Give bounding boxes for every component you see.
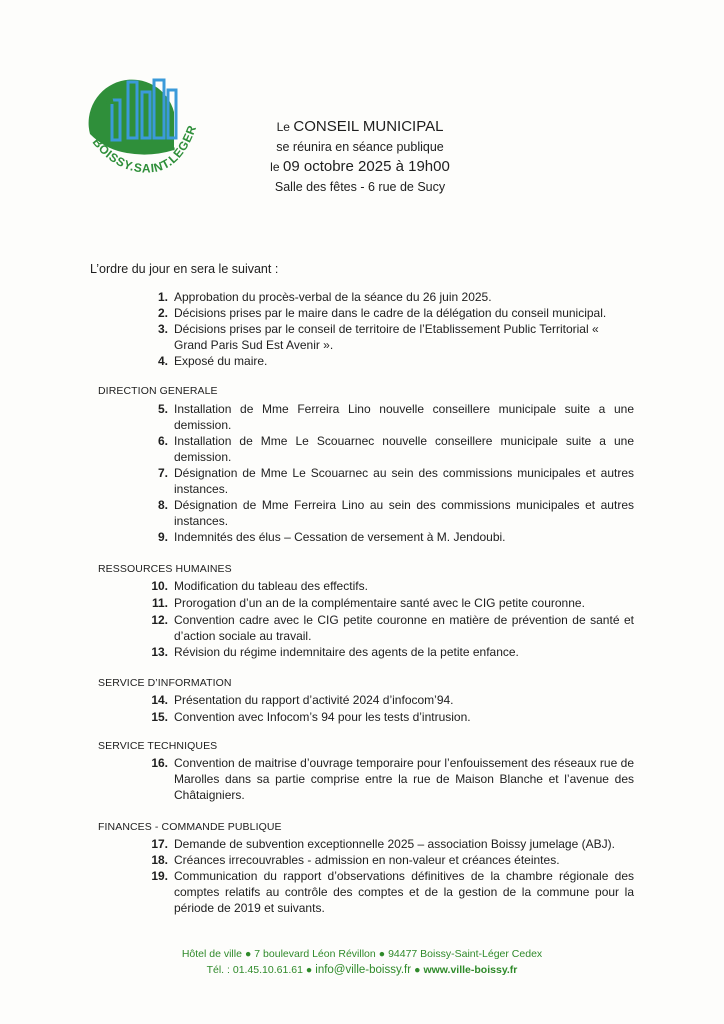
agenda-item-15 [151,709,634,725]
item-text: Décisions prises par le conseil de territoire de l’Etablissement Public Territorial « Grand Paris Sud Est Avenir ». [174,322,599,352]
item-text: Révision du régime indemnitaire des agents de la petite enfance. [174,645,519,659]
item-text: Installation de Mme Le Scouarnec nouvelle conseillere municipale suite a une demission. [174,434,634,464]
footer-website-link[interactable]: www.ville-boissy.fr [423,964,518,976]
item-text: Convention cadre avec le CIG petite couronne en matière de prévention de santé et d’action sociale au travail. [174,613,634,643]
agenda-item-9 [157,529,634,545]
footer-phone: Tél. : 01.45.10.61.61 [206,964,303,976]
item-number: 7. [157,466,168,480]
agenda-item-18 [151,852,634,868]
item-text: Modification du tableau des effectifs. [174,579,368,593]
item-text: Créances irrecouvrables - admission en non-valeur et créances éteintes. [174,853,560,867]
item-text: Désignation de Mme Le Scouarnec au sein des commissions municipales et autres instances. [174,466,634,496]
bullet-icon: ● [305,964,313,976]
agenda-item-14 [151,692,634,708]
item-number: 5. [157,402,168,416]
agenda-item-12 [151,612,634,644]
bullet-icon: ● [414,964,421,976]
agenda-item-16 [151,755,634,803]
header-title: CONSEIL MUNICIPAL [293,118,444,135]
item-number: 16. [151,756,168,770]
item-text: Convention avec Infocom’s 94 pour les tests d’intrusion. [174,710,471,724]
header-line-1 [230,117,490,137]
meeting-location: Salle des fêtes - 6 rue de Sucy [274,180,446,194]
header-date-prefix: le [270,160,280,174]
item-text: Communication du rapport d’observations définitives de la chambre régionale des comptes relatifs au contrôle des comptes et de la gestion de la commune pour la période de 2019 et suivants. [174,869,634,915]
header-prefix: Le [276,120,290,134]
agenda-item-11 [151,595,634,611]
agenda-item-1 [157,289,634,305]
footer-contact [0,964,724,976]
item-number: 15. [151,710,168,724]
agenda-item-5 [157,401,634,433]
item-number: 2. [157,306,168,320]
item-text: Approbation du procès-verbal de la séance du 26 juin 2025. [174,290,492,304]
agenda-item-3 [157,321,634,353]
bullet-icon: ● [244,948,252,960]
footer-address [0,948,724,960]
section-finances-commande-publique: FINANCES - COMMANDE PUBLIQUE [98,821,282,833]
agenda-item-17 [151,836,634,852]
logo-text: BOISSY.SAINT.LÉGER [89,123,200,176]
item-number: 11. [151,596,168,610]
header-line-2: se réunira en séance publique [276,140,444,154]
item-text: Convention de maitrise d’ouvrage temporaire pour l’enfouissement des réseaux rue de Marolles dans sa partie comprise entre la rue de Maison Blanche et l’avenue des Châtaigniers. [174,756,634,802]
item-number: 9. [157,530,168,544]
agenda-item-13 [151,644,634,660]
item-number: 4. [157,354,168,368]
meeting-date: 09 octobre 2025 à 19h00 [283,158,450,175]
agenda-item-19 [151,868,634,916]
agenda-item-2 [157,305,634,321]
section-ressources-humaines: RESSOURCES HUMAINES [98,563,232,575]
item-number: 19. [151,869,168,883]
item-number: 1. [157,290,168,304]
item-text: Exposé du maire. [174,354,268,368]
item-text: Indemnités des élus – Cessation de versement à M. Jendoubi. [174,530,506,544]
item-number: 10. [151,579,168,593]
meeting-header [230,117,490,197]
footer-street: 7 boulevard Léon Révillon [254,948,376,960]
item-number: 14. [151,693,168,707]
footer-hotel-de-ville: Hôtel de ville [181,948,242,960]
footer-email-link[interactable]: info@ville-boissy.fr [315,964,412,976]
item-text: Désignation de Mme Ferreira Lino au sein des commissions municipales et autres instances. [174,498,634,528]
section-service-techniques: SERVICE TECHNIQUES [98,740,218,752]
section-service-information: SERVICE D’INFORMATION [98,677,232,689]
section-direction-generale: DIRECTION GENERALE [98,385,218,397]
item-text: Présentation du rapport d’activité 2024 d’infocom’94. [174,693,454,707]
header-line-3 [230,157,490,177]
item-number: 13. [151,645,168,659]
boissy-saint-leger-logo [78,72,208,182]
bullet-icon: ● [378,948,386,960]
item-text: Demande de subvention exceptionnelle 2025 – association Boissy jumelage (ABJ). [174,837,615,851]
agenda-item-7 [157,465,634,497]
item-text: Installation de Mme Ferreira Lino nouvelle conseillere municipale suite a une demission. [174,402,634,432]
item-text: Prorogation d’un an de la complémentaire santé avec le CIG petite couronne. [174,596,585,610]
agenda-item-4 [157,353,634,369]
agenda-item-8 [157,497,634,529]
item-number: 12. [151,613,168,627]
item-number: 3. [157,322,168,336]
item-number: 6. [157,434,168,448]
logo-graphic [78,72,208,182]
item-text: Décisions prises par le maire dans le cadre de la délégation du conseil municipal. [174,306,607,320]
item-number: 8. [157,498,168,512]
agenda-item-10 [151,578,634,594]
item-number: 18. [151,853,168,867]
item-number: 17. [151,837,168,851]
footer-city: 94477 Boissy-Saint-Léger Cedex [388,948,543,960]
agenda-item-6 [157,433,634,465]
agenda-intro: L’ordre du jour en sera le suivant : [90,262,279,276]
